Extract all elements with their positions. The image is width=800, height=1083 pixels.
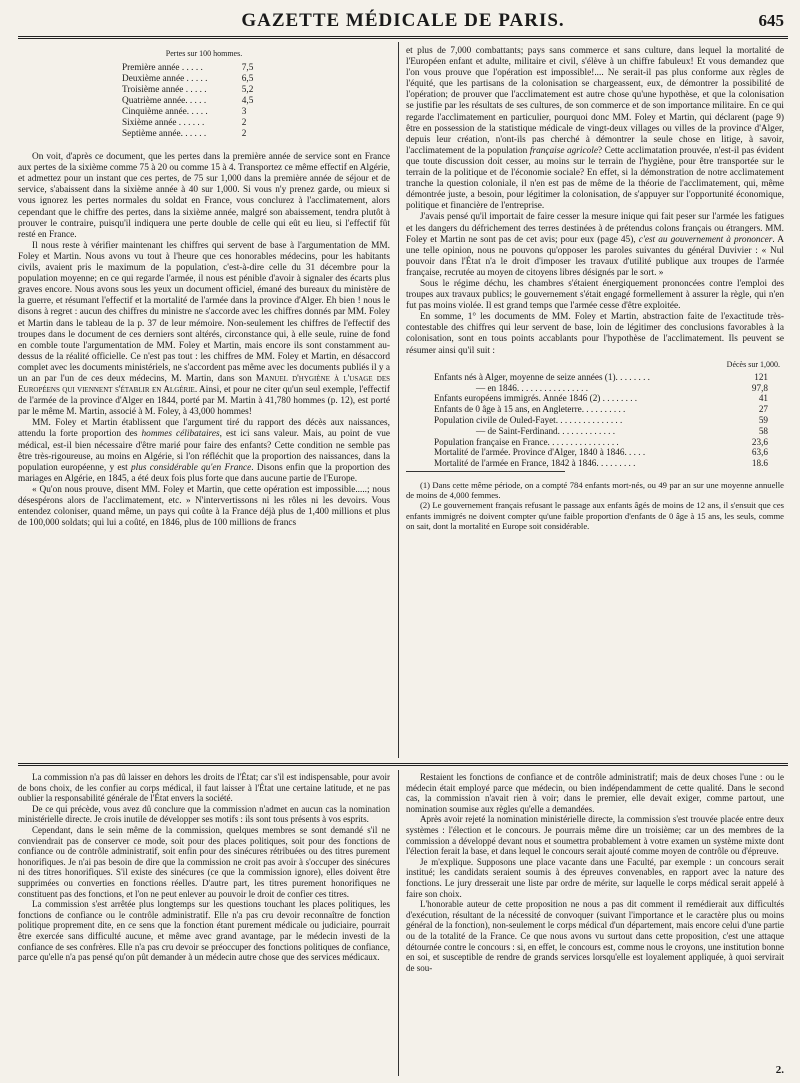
table-row: [406, 458, 784, 469]
row-value: 2: [241, 118, 247, 129]
page-number: 645: [758, 11, 784, 30]
row-value: 41: [758, 393, 768, 404]
table-row: [406, 426, 784, 437]
paragraph: Sous le régime déchu, les chambres s'étaient énergiquement prononcées contre l'emploi des troupes aux travaux publics; le gouvernement s'était engagé formellement à assurer la règle, qui n'en fut pas moins violée. Il est grand temps que l'armée cesse d'être exploitée.: [406, 278, 784, 312]
row-label: Mortalité de l'armée. Province d'Alger, 1840 à 1846. . . . .: [434, 447, 646, 458]
row-label: Troisième année . . . . .: [122, 85, 207, 96]
table-row: [406, 383, 784, 394]
row-value: 97,8: [751, 382, 768, 393]
column-bottom-right: [406, 772, 784, 1072]
row-value: 27: [758, 404, 768, 415]
text-run: , est ici sans valeur. Mais, au point de vue médical, est-il bien nécessaire d'être marié pour faire des enfants? Cette condition ne semble pas être très-rigoureuse, au moins en Algérie, si l'on réfléchit que la proportion des naissances, dans la population européenne, y est: [18, 429, 390, 473]
table-row: [406, 393, 784, 404]
column-top-left: [18, 46, 390, 756]
row-value: 63,6: [751, 447, 768, 458]
table-row: [406, 372, 784, 383]
paragraph: Après avoir rejeté la nomination ministérielle directe, la commission s'est trouvée placée entre deux systèmes : l'élection et le concours. Je pourrais même dire un troisième; car un des membres de la commission a développé devant nous et soumettra probablement à votre examen un système mixte dont l'élection ferait la base, et dans lequel le concours serait ajouté comme moyen de contrôle ou d'épreuve.: [406, 814, 784, 857]
row-value: 121: [754, 371, 768, 382]
table-row: [122, 96, 253, 107]
paragraph: [406, 212, 784, 279]
table-row: [122, 85, 253, 96]
row-value: 23,6: [751, 436, 768, 447]
table-row: [406, 404, 784, 415]
row-label: — de Saint-Ferdinand. . . . . . . . . . . . .: [476, 425, 616, 436]
column-divider: [398, 770, 399, 1076]
row-label: Cinquième année. . . . .: [122, 107, 208, 118]
text-run: . A une telle opinion, nous ne pouvons qu'opposer les paroles suivantes du général Duvivier : « Nul pouvoir dans l'État n'a le droit d'imposer les travaux d'utilité publique aux troupes de l'armée française, recrutée au moyen de citoyens libres désignés par le sort. »: [406, 234, 784, 278]
paragraph: [406, 46, 784, 212]
table-row: [406, 447, 784, 458]
paragraph: De ce qui précède, vous avez dû conclure que la commission n'admet en aucun cas la nomination ministérielle directe. Je crois inutile de développer ses motifs : ils sont tous présents à vos esprits.: [18, 803, 390, 825]
table-row: [122, 63, 253, 74]
footnotes: [406, 480, 784, 531]
paragraph: La commission s'est arrêtée plus longtemps sur les questions touchant les places politiques, les fonctions de confiance ou le contrôle administratif. Elle n'a pas cru devoir reconnaître de fonction politique proprement dite, en ce sens que la fonction étant purement médicale ou judiciaire, pourrait être exercée sans difficulté aucune, et même avec grand avantage, par le médecin investi de la confiance de ses confrères. Elle n'a pas cru devoir se préoccuper des fonctions politiques de confiance, parce qu'elle n'a pas pensé qu'on pût demander à un médecin autre chose que des services médicaux.: [18, 899, 390, 963]
paragraph: La commission n'a pas dû laisser en dehors les droits de l'État; car s'il est indispensable, pour avoir de bons choix, de les confier au corps médical, il faut laisser à l'État une certaine latitude, et ne pas oublier la responsabilité générale de l'État envers la société.: [18, 772, 390, 804]
row-value: 3: [241, 107, 247, 118]
text-run: J'avais pensé qu'il importait de faire cesser la mesure inique qui fait peser sur l'armée les fatigues et les dangers du défrichement des terres destinées à de prétendus colons français ou étrangers. MM. Foley et Martin ne sont pas de cet avis; pour eux (page 45),: [406, 212, 784, 245]
newspaper-page: [18, 6, 788, 1076]
paragraph: Je m'explique. Supposons une place vacante dans une Faculté, par exemple : un concours serait institué; les candidats seraient soumis à des épreuves convenables, en rapport avec la nature des fonctions. Le jury dresserait une liste par ordre de mérite, sur laquelle le corps médical serait appelé à faire son choix.: [406, 856, 784, 899]
emphasis: plus considérable qu'en France: [131, 462, 252, 473]
row-value: 6,5: [241, 74, 254, 85]
table-row: [406, 437, 784, 448]
emphasis: hommes célibataires: [141, 429, 220, 440]
row-label: Population civile de Ouled-Fayet. . . . . . . . . . . . . . .: [434, 414, 623, 425]
table-row: [122, 118, 253, 129]
stats-table-heading: Décès sur 1,000.: [726, 359, 780, 369]
footnote: (1) Dans cette même période, on a compté 784 enfants mort-nés, ou 49 par an sur une moyenne annuelle de moins de 4,000 femmes.: [406, 479, 784, 501]
row-label: Première année . . . . .: [122, 63, 203, 74]
text-run: . Ainsi, et pour ne citer qu'un seul exemple, l'effectif de l'armée de la province d'Alger en 1844, porté par M. Martin à 41,780 hommes (p. 12), est porté par le même M. Martin, associé à M. Foley, à 43,000 hommes!: [18, 385, 390, 418]
table-row: [122, 107, 253, 118]
paragraph: Cependant, dans le sein même de la commission, quelques membres se sont demandé s'il ne conviendrait pas de conserver ce mode, soit pour des places politiques, soit pour des fonctions de confiance ou de contrôle administratif, soit enfin pour des sinécures rétribuées ou des titres purement honorifiques. Je n'ai pas besoin de dire que la commission ne croit pas avoir à s'occuper des sinécures ni des titres honorifiques. S'il existe des sinécures (ce que la commission ignore), elles doivent être supprimées ou converties en fonctions réelles. D'autre part, les titres purement honorifiques ne constituent pas des fonctions, et l'on ne peut enlever au pouvoir le droit de confier ces titres.: [18, 824, 390, 899]
row-label: Mortalité de l'armée en France, 1842 à 1846. . . . . . . . .: [434, 458, 636, 469]
row-label: — en 1846. . . . . . . . . . . . . . . .: [476, 382, 589, 393]
text-run: ? Cette acclimatation prouvée, n'est-il pas évident que toute discussion doit cesser, au moins sur le terrain de l'hygiène, pour être transportée sur le terrain de la politique et de l'économie sociale? En effet, si la démonstration de notre acclimatement tranche la question coloniale, il n'en est pas de même de la théorie de l'acclimatement, qui, même démontrée juste, a besoin, pour légitimer la colonisation, de s'appuyer sur l'opportunité économique, politique et financière de l'entreprise.: [406, 145, 784, 212]
row-value: 59: [758, 414, 768, 425]
page-title: GAZETTE MÉDICALE DE PARIS.: [241, 10, 565, 31]
paragraph: [18, 418, 390, 485]
row-label: Enfants nés à Alger, moyenne de seize années (1). . . . . . . .: [434, 371, 650, 382]
row-label: Deuxième année . . . . .: [122, 74, 208, 85]
emphasis: c'est au gouvernement à prononcer: [638, 234, 773, 245]
footnote-rule: [406, 471, 565, 472]
table-row: [122, 74, 253, 85]
paragraph: « Qu'on nous prouve, disent MM. Foley et Martin, que cette opération est impossible.....; nous désespérons alors de l'acclimatement, etc. » N'intervertissons ni les rôles ni les devoirs. Vous entendez coloniser, quand même, un pays qui coûte à la France déjà plus de 1,400 millions et plus de 100,000 soldats; qui lui a coûté, en 1846, plus de 100 millions de francs: [18, 484, 390, 529]
text-run: et plus de 7,000 combattants; pays sans commerce et sans culture, dans lequel la mortalité de l'Européen enfant et adulte, militaire et civil, s'élève à un chiffre fabuleux! Et vous demandez que l'on vous prouve que l'opération est impossible!.... Ne serait-il pas plus conforme aux règles de l'équité, que les partisans de la colonisation se chargeassent, eux, de démontrer la possibilité de l'opération; de prouver que l'acclimatement est autre chose qu'une hypothèse, et que la colonisation se justifie par les résultats de ses cultures, de son commerce et de son importance militaire. En ce qui regarde l'acclimatement en particulier, pourquoi donc MM. Foley et Martin, qui déclarent (page 9) être en possession de la statistique médicale de vingt-deux villages ou villes de la province d'Alger, depuis leur création, n'ont-ils pas cherché à démontrer la seule chose en litige, à savoir, l'acclimatement de la population: [406, 46, 784, 156]
paragraph: L'honorable auteur de cette proposition ne nous a pas dit comment il remédierait aux difficultés d'exécution, résultant de la nécessité de convoquer (suivant l'importance et le caractère plus ou moins général de la fonction), non-seulement le corps médical d'un département, mais encore celui d'une partie ou de la totalité de la France. Ce que nous avons vu surtout dans cette proposition, c'est une attaque détournée contre le concours : si, en effet, le concours est, comme nous le croyons, une institution bonne en soi, et susceptible de rendre de grands services lorsqu'elle est loyalement appliquée, à quoi servirait de sou-: [406, 899, 784, 973]
footnote: (2) Le gouvernement français refusant le passage aux enfants âgés de moins de 12 ans, il s'ensuit que ces enfants immigrés ne doivent compter qu'une faible proportion d'enfants de 0 âge à 15 ans, les seuls, comme on sait, dont la mortalité en Europe soit considérable.: [406, 500, 784, 531]
column-top-right: [406, 46, 784, 758]
text-run: Il nous reste à vérifier maintenant les chiffres qui servent de base à l'argumentation de MM. Foley et Martin. Nous avons vu tout à l'heure que ces honorables médecins, pour les habitants civils, avaient pris le maximum de la population, c'est-à-dire celle du 31 décembre pour la population moyenne; en ce qui regarde l'armée, il nous est pénible d'avoir à signaler des écarts plus graves encore. Nous avons sous les yeux un document officiel, émané des bureaux du ministère de la guerre, et résumant l'effectif et la mortalité de l'armée dans la province d'Alger. Eh bien ! nous le disons à regret : aucun des chiffres du ministre ne s'accorde avec les chiffres donnés par MM. Foley et Martin dans le tableau de la p. 37 de leur mémoire. Non-seulement les chiffres de l'effectif des troupes dans le document de ces derniers sont altérés, circonstance qui, à elle seule, ruine de fond en comble toute l'argumentation de MM. Foley et Martin, mais encore ils sont constamment au-dessus de la réalité officielle. Ce n'est pas tout : les chiffres de MM. Foley et Martin, en désaccord complet avec les documents ministériels, ne s'accordent pas même avec les documents publiés il y a un an par l'un de ces deux médecins, M. Martin, dans son: [18, 240, 390, 384]
column-divider: [398, 42, 399, 758]
row-label: Population française en France. . . . . . . . . . . . . . . .: [434, 436, 619, 447]
row-value: 7,5: [241, 63, 254, 74]
row-label: Sixième année . . . . . .: [122, 118, 205, 129]
paragraph: En somme, 1° les documents de MM. Foley et Martin, abstraction faite de l'exactitude très-contestable des chiffres qui leur servent de base, loin de légitimer des conclusions favorables à la colonisation, sont en tous points accablants pour l'hypothèse de l'acclimatement. Ils peuvent se résumer ainsi qu'il suit :: [406, 312, 784, 356]
emphasis: française agricole: [529, 145, 598, 156]
column-bottom-left: [18, 772, 390, 1072]
table-row: [122, 129, 253, 140]
header-rule: [18, 36, 788, 42]
text-run: MM. Foley et Martin établissent que l'argument tiré du rapport des décès aux naissances, attendu la forte proportion des: [18, 418, 390, 440]
row-value: 5,2: [241, 85, 254, 96]
row-value: 18.6: [751, 458, 768, 469]
losses-table: [122, 63, 253, 140]
row-label: Enfants de 0 âge à 15 ans, en Angleterre. . . . . . . . . .: [434, 404, 626, 415]
row-label: Septième année. . . . . .: [122, 129, 207, 140]
losses-table-title: Pertes sur 100 hommes.: [165, 49, 243, 58]
row-value: 58: [758, 425, 768, 436]
book-title: Manuel d'hygiène à l'usage des Européens qui viennent s'établir en Algérie: [18, 373, 390, 396]
text-run: . Disons enfin que la proportion des mariages en Algérie, en 1845, a été deux fois plus forte que dans aucune partie de l'Europe.: [18, 462, 390, 484]
table-row: [406, 415, 784, 426]
row-value: 2: [241, 129, 247, 140]
mortality-table: [406, 372, 784, 469]
paragraph: [18, 241, 390, 419]
row-label: Enfants européens immigrés. Année 1846 (2) . . . . . . . .: [434, 393, 638, 404]
paragraph: On voit, d'après ce document, que les pertes dans la première année de service sont en France aux pertes de la sixième comme 75 à 20 ou comme 15 à 4. Transportez ce même effectif en Algérie, et admettez pour un instant que ces pertes, de 75 sur 1,000 dans la première année de séjour et de service, s'abaissent dans la sixième année à 40 sur 1,000. Si vous n'y prenez garde, ou mieux si vous ignorez les pertes normales du soldat en France, vous conclurez à l'acclimatement, alors cependant que le chiffre des pertes, dans la sixième année, malgré son abaissement, tendra plutôt à prouver le contraire, puisqu'il indiquera une perte double de celle qui eût eu lieu, si l'effectif fût resté en France.: [18, 152, 390, 240]
row-value: 4,5: [241, 96, 254, 107]
signature-mark: 2.: [775, 1064, 784, 1076]
page-header: [18, 6, 788, 34]
section-rule: [18, 763, 788, 769]
row-label: Quatrième année. . . . .: [122, 96, 207, 107]
paragraph: Restaient les fonctions de confiance et de contrôle administratif; mais de deux choses l'une : ou le médecin était employé parce que médecin, ou bien indépendamment de cette qualité. Dans le second cas, la commission n'avait rien à voir; dans le premier, elle devait exiger, comme partout, une nomination soumise aux règles qu'elle a demandées.: [406, 772, 784, 814]
